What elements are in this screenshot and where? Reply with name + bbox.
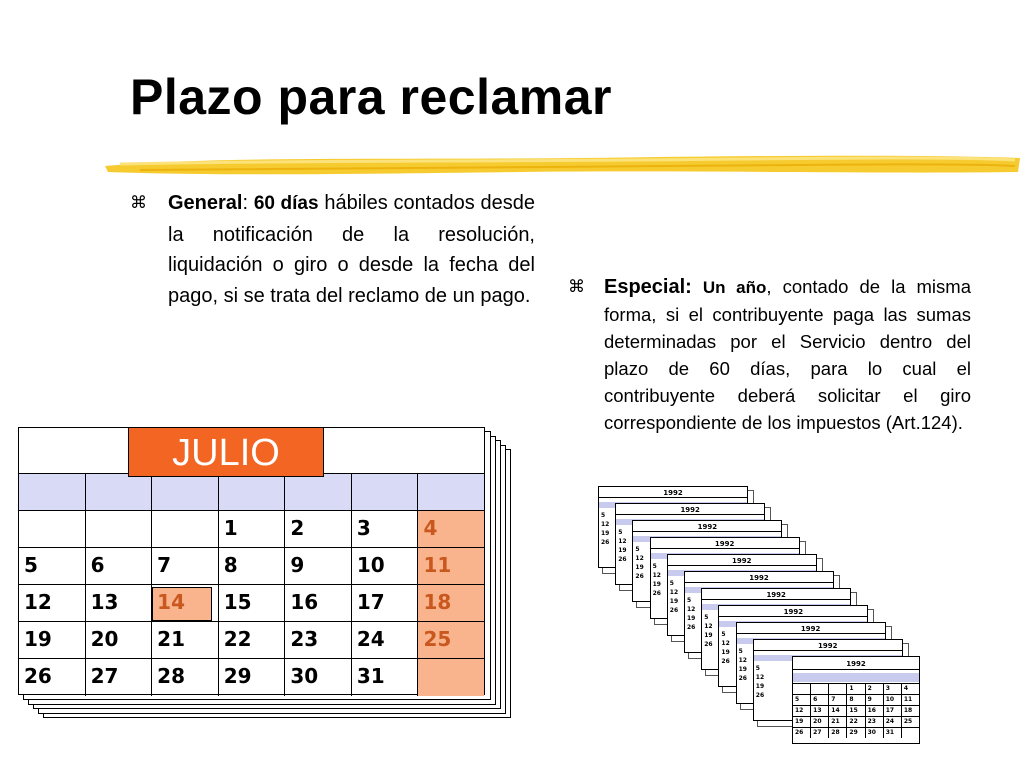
mini-day-cell: 4 xyxy=(903,685,909,692)
mini-day-cell: 18 xyxy=(903,707,913,714)
calendar-day-cell xyxy=(86,511,153,547)
weekday-header-cell xyxy=(418,474,484,510)
mini-calendar-days: 5 12 19 26 xyxy=(652,563,661,597)
calendar-day-cell: 22 xyxy=(219,622,286,658)
calendar-day-cell: 17 xyxy=(352,585,419,621)
mini-week-row xyxy=(793,705,919,716)
mini-day-cell: 19 xyxy=(793,717,811,727)
mini-day-cell: 20 xyxy=(811,717,829,727)
calendar-day-cell: 25 xyxy=(418,622,484,658)
calendar-day-cell: 13 xyxy=(86,585,153,621)
calendar-day-cell xyxy=(152,585,219,621)
slide-title: Plazo para reclamar xyxy=(130,69,612,125)
mini-week-row xyxy=(793,716,919,727)
mini-calendar-days: 5 12 19 26 xyxy=(635,546,644,580)
mini-day-cell: 26 xyxy=(793,728,811,738)
mini-day-cell: 5 xyxy=(793,695,811,705)
calendar-day-cell: 10 xyxy=(352,548,419,584)
mini-day-cell: 10 xyxy=(884,695,902,705)
mini-day-cell: 25 xyxy=(903,718,913,725)
general-text: hábiles contados desde la notificación de la resolución, liquidación o giro o desde la fecha del pago, si se trata del reclamo de un pago. xyxy=(168,192,536,307)
mini-day-cell xyxy=(793,684,811,694)
mini-day-cell: 31 xyxy=(884,728,902,738)
mini-day-cell: 13 xyxy=(811,706,829,716)
mini-day-cell: 12 xyxy=(793,706,811,716)
weekday-header-cell xyxy=(285,474,352,510)
calendar-grid xyxy=(19,474,484,696)
mini-calendar-days: 5 12 19 26 xyxy=(721,631,730,665)
mini-day-cell: 9 xyxy=(866,695,884,705)
mini-calendar-grid xyxy=(793,683,919,738)
calendar-week-row xyxy=(19,548,484,585)
mini-calendar-days: 5 12 19 26 xyxy=(669,580,679,614)
mini-calendar-face xyxy=(792,656,920,744)
mini-day-cell: 14 xyxy=(829,706,847,716)
calendar-day-cell: 4 xyxy=(418,511,484,547)
mini-divider xyxy=(702,599,850,600)
mini-divider xyxy=(754,650,902,651)
calendar-day-cell: 15 xyxy=(219,585,286,621)
mini-divider xyxy=(651,548,799,549)
mini-day-cell: 11 xyxy=(903,696,913,703)
calendar-day-cell: 6 xyxy=(86,548,153,584)
calendar-day-cell: 31 xyxy=(352,659,419,696)
month-label: JULIO xyxy=(128,427,324,477)
general-colon: : xyxy=(242,192,249,214)
mini-calendar-days: 5 12 19 26 xyxy=(618,529,627,563)
mini-calendar-year: 1992 xyxy=(783,608,804,616)
calendar-week-row xyxy=(19,622,484,659)
mini-day-cell: 16 xyxy=(866,706,884,716)
mini-calendar-year: 1992 xyxy=(732,557,752,565)
mini-day-cell xyxy=(829,684,847,694)
general-label: General xyxy=(168,192,243,214)
mini-calendar-year: 1992 xyxy=(663,489,683,497)
weekday-header-cell xyxy=(352,474,419,510)
calendar-day-cell: 3 xyxy=(352,511,419,547)
calendar-day-cell: 20 xyxy=(86,622,153,658)
mini-day-cell: 29 xyxy=(847,728,865,738)
calendar-day-cell: 2 xyxy=(285,511,352,547)
mini-day-cell: 23 xyxy=(866,717,884,727)
mini-calendar-year: 1992 xyxy=(680,506,700,514)
mini-day-cell: 24 xyxy=(884,717,902,727)
mini-calendar-year: 1992 xyxy=(714,540,735,548)
calendar-week-row xyxy=(19,511,484,548)
calendar-day-cell: 9 xyxy=(285,548,352,584)
calendar-day-cell xyxy=(418,659,484,696)
calendar-day-cell: 21 xyxy=(152,622,219,658)
mini-calendar-year: 1992 xyxy=(818,642,838,650)
calendar-day-cell: 24 xyxy=(352,622,419,658)
mini-divider xyxy=(668,565,816,566)
mini-calendar-year: 1992 xyxy=(749,574,769,582)
mini-day-cell: 22 xyxy=(847,717,865,727)
july-calendar xyxy=(18,427,513,717)
mini-day-cell: 17 xyxy=(884,706,902,716)
mini-calendar-year: 1992 xyxy=(766,591,786,599)
calendar-day-cell: 27 xyxy=(86,659,153,696)
mini-calendar-year: 1992 xyxy=(846,660,866,668)
mini-divider xyxy=(599,497,747,498)
calendar-day-cell: 26 xyxy=(19,659,86,696)
mini-day-cell: 7 xyxy=(829,695,847,705)
mini-week-row xyxy=(793,694,919,705)
calendar-day-cell: 30 xyxy=(285,659,352,696)
mini-day-cell: 2 xyxy=(866,684,884,694)
calendar-day-cell: 8 xyxy=(219,548,286,584)
mini-day-cell: 6 xyxy=(811,695,829,705)
calendar-day-cell: 19 xyxy=(19,622,86,658)
mini-day-cell: 8 xyxy=(847,695,865,705)
mini-calendar-days: 5 12 19 26 xyxy=(687,597,696,631)
mini-weekday-header xyxy=(793,673,919,682)
mini-week-row xyxy=(793,727,919,738)
bullet-especial xyxy=(568,273,971,436)
calendar-day-cell: 12 xyxy=(19,585,86,621)
mini-calendar-days: 5 12 19 26 xyxy=(738,648,747,682)
mini-day-cell: 1 xyxy=(847,684,865,694)
mini-divider xyxy=(719,616,867,617)
mini-day-cell xyxy=(811,684,829,694)
mini-day-cell: 28 xyxy=(829,728,847,738)
calendar-day-cell xyxy=(152,511,219,547)
mini-day-cell: 30 xyxy=(866,728,884,738)
calendar-day-cell: 16 xyxy=(285,585,352,621)
calendar-day-cell: 5 xyxy=(19,548,86,584)
mini-calendar-year: 1992 xyxy=(800,625,821,633)
mini-divider xyxy=(793,669,919,670)
calendar-week-row xyxy=(19,659,484,696)
calendar-day-cell: 18 xyxy=(418,585,484,621)
especial-label: Especial: xyxy=(604,276,692,298)
calendar-day-cell: 28 xyxy=(152,659,219,696)
calendar-day-cell: 23 xyxy=(285,622,352,658)
weekday-header-cell xyxy=(86,474,153,510)
calendar-day-cell: 11 xyxy=(418,548,484,584)
mini-calendar-front xyxy=(792,656,922,746)
bullet-icon: ⌘ xyxy=(130,193,147,212)
weekday-header-cell xyxy=(19,474,86,510)
weekday-header-cell xyxy=(219,474,286,510)
mini-calendar-days: 5 12 19 26 xyxy=(755,665,765,699)
bullet-general xyxy=(130,188,536,311)
calendar-day-cell: 1 xyxy=(219,511,286,547)
mini-calendar-year: 1992 xyxy=(697,523,718,531)
weekday-header-cell xyxy=(152,474,219,510)
weekday-header-row xyxy=(19,474,484,511)
mini-divider xyxy=(616,514,764,515)
mini-divider xyxy=(633,531,781,532)
bullet-icon: ⌘ xyxy=(568,277,585,296)
general-emphasis: 60 días xyxy=(253,193,319,214)
calendar-day-cell xyxy=(19,511,86,547)
mini-divider xyxy=(685,582,833,583)
mini-day-cell: 21 xyxy=(829,717,847,727)
mini-day-cell: 15 xyxy=(847,706,865,716)
mini-day-cell: 3 xyxy=(884,684,902,694)
mini-calendar-days: 5 12 19 26 xyxy=(601,512,610,546)
especial-emphasis: Un año xyxy=(702,278,767,297)
mini-week-row xyxy=(793,683,919,694)
calendar-week-row xyxy=(19,585,484,622)
calendar-day-cell: 7 xyxy=(152,548,219,584)
mini-divider xyxy=(737,633,885,634)
mini-day-cell xyxy=(902,728,919,738)
calendar-day-cell: 29 xyxy=(219,659,286,696)
mini-day-cell: 27 xyxy=(811,728,829,738)
marked-day-number: 14 xyxy=(157,590,185,614)
mini-calendar-days: 5 12 19 26 xyxy=(704,614,713,648)
highlighter-stroke xyxy=(100,148,1024,184)
especial-text: , contado de la misma forma, si el contribuyente paga las sumas determinadas por el Servicio dentro del plazo de 60 días, para lo cual el contribuyente deberá solicitar el giro correspondiente de los impuestos (Art.124). xyxy=(604,276,971,433)
